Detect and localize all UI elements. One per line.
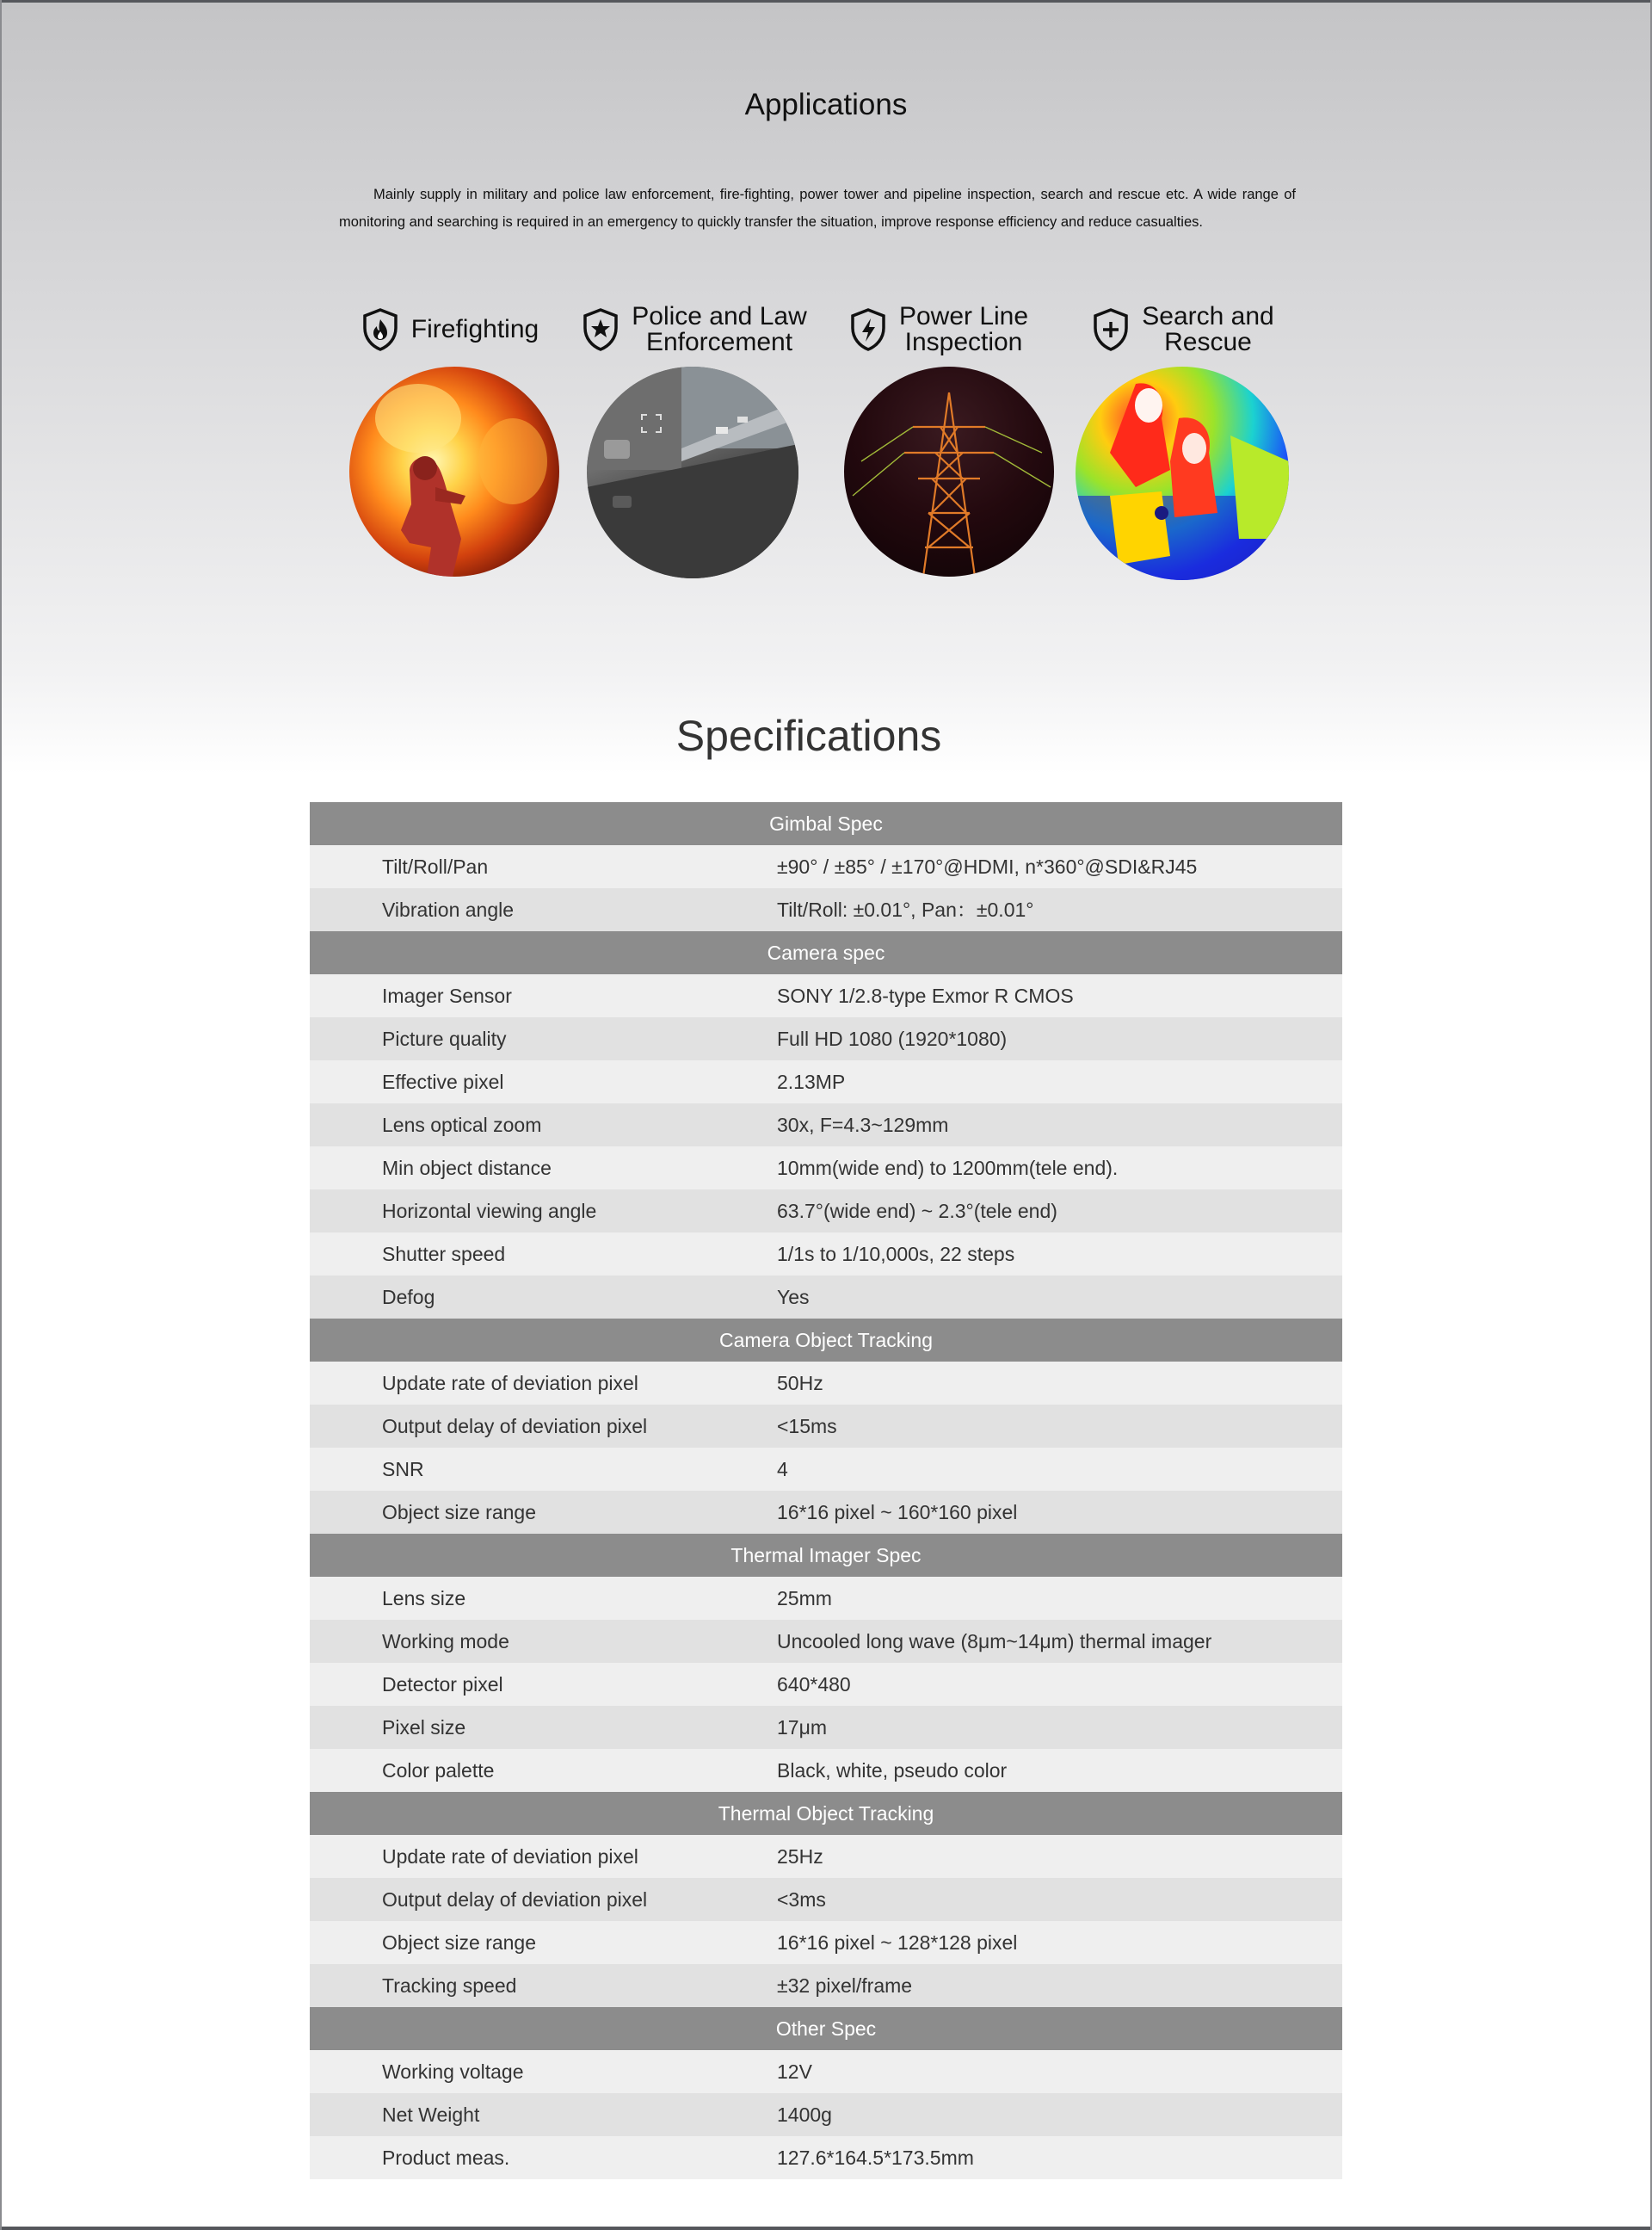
table-row xyxy=(310,1577,1342,1620)
spec-value: 640*480 xyxy=(777,1673,851,1696)
spec-key: Color palette xyxy=(382,1759,495,1782)
spec-value: Tilt/Roll: ±0.01°, Pan：±0.01° xyxy=(777,899,1034,921)
table-row xyxy=(310,974,1342,1017)
spec-key: Min object distance xyxy=(382,1157,552,1179)
table-row xyxy=(310,1362,1342,1405)
thermal-figures xyxy=(1076,367,1289,580)
spec-value: Uncooled long wave (8μm~14μm) thermal imager xyxy=(777,1630,1212,1652)
spec-value: ±32 pixel/frame xyxy=(777,1974,913,1997)
table-row xyxy=(310,1189,1342,1232)
table-row xyxy=(310,1405,1342,1448)
table-row xyxy=(310,1448,1342,1491)
spec-value: <3ms xyxy=(777,1888,826,1911)
table-row xyxy=(310,1706,1342,1749)
spec-key: Horizontal viewing angle xyxy=(382,1200,597,1222)
spec-value: 25mm xyxy=(777,1587,832,1609)
spec-key: Working voltage xyxy=(382,2060,524,2083)
application-label-line1: Police and Law xyxy=(632,302,807,330)
application-header xyxy=(334,300,566,360)
power-tower-drawing xyxy=(844,367,1054,577)
application-header xyxy=(823,300,1055,360)
spec-value: 30x, F=4.3~129mm xyxy=(777,1114,949,1136)
spec-key: Tracking speed xyxy=(382,1974,517,1997)
table-row xyxy=(310,1232,1342,1276)
spec-value: 1400g xyxy=(777,2103,832,2126)
spec-value: SONY 1/2.8-type Exmor R CMOS xyxy=(777,985,1074,1007)
spec-value: 1/1s to 1/10,000s, 22 steps xyxy=(777,1243,1015,1265)
application-label-line2: Inspection xyxy=(904,328,1023,356)
table-row xyxy=(310,1878,1342,1921)
spec-value: Full HD 1080 (1920*1080) xyxy=(777,1028,1008,1050)
table-row xyxy=(310,888,1342,931)
firefighter-silhouette xyxy=(349,367,559,577)
spec-key: SNR xyxy=(382,1458,424,1480)
spec-value: 16*16 pixel ~ 160*160 pixel xyxy=(777,1501,1018,1523)
search-rescue-photo xyxy=(1076,367,1289,580)
applications-description: Mainly supply in military and police law enforcement, fire-fighting, power tower and pipeline inspection, search and rescue etc. A wide range of monitoring and searching is required in an emergency to quickly transfer the situation, improve response efficiency and reduce casualties. xyxy=(339,187,1296,230)
application-label xyxy=(411,317,539,343)
power-line-photo xyxy=(844,367,1054,577)
page-frame-top xyxy=(0,0,1652,3)
spec-key: Imager Sensor xyxy=(382,985,512,1007)
application-label-line2: Enforcement xyxy=(645,328,793,356)
surveillance-scene xyxy=(587,367,798,578)
application-label-line1: Power Line xyxy=(898,302,1029,330)
application-label-line1: Search and xyxy=(1142,302,1274,330)
spec-value: 10mm(wide end) to 1200mm(tele end). xyxy=(777,1157,1119,1179)
table-row xyxy=(310,1620,1342,1663)
spec-key: Lens optical zoom xyxy=(382,1114,542,1136)
table-row xyxy=(310,2050,1342,2093)
application-label xyxy=(632,304,806,355)
table-row xyxy=(310,1491,1342,1534)
spec-key: Shutter speed xyxy=(382,1243,506,1265)
application-label xyxy=(1142,304,1273,355)
police-photo xyxy=(587,367,798,578)
spec-key: Vibration angle xyxy=(382,899,515,921)
application-header xyxy=(578,300,811,360)
spec-key: Update rate of deviation pixel xyxy=(382,1845,638,1868)
application-card-police xyxy=(578,300,811,584)
star-shield-icon xyxy=(582,307,620,352)
section-header: Other Spec xyxy=(310,2007,1342,2050)
application-label-line2: Rescue xyxy=(1164,328,1252,356)
page-frame-left xyxy=(0,0,2,2230)
application-label-line1: Firefighting xyxy=(410,315,539,343)
spec-value: 127.6*164.5*173.5mm xyxy=(777,2147,974,2169)
spec-key: Defog xyxy=(382,1286,435,1308)
application-header xyxy=(1067,300,1299,360)
spec-value: 25Hz xyxy=(777,1845,823,1868)
spec-key: Working mode xyxy=(382,1630,509,1652)
application-label xyxy=(899,304,1028,355)
spec-value: 4 xyxy=(777,1458,788,1480)
table-row xyxy=(310,1146,1342,1189)
applications-title: Applications xyxy=(744,88,908,121)
section-header: Thermal Imager Spec xyxy=(310,1534,1342,1577)
spec-value: 50Hz xyxy=(777,1372,823,1394)
spec-key: Update rate of deviation pixel xyxy=(382,1372,638,1394)
cross-shield-icon xyxy=(1092,307,1130,352)
application-card-firefighting xyxy=(334,300,566,584)
table-row xyxy=(310,1663,1342,1706)
fire-shield-icon xyxy=(361,307,399,352)
table-row xyxy=(310,1103,1342,1146)
spec-value: ±90° / ±85° / ±170°@HDMI, n*360°@SDI&RJ45 xyxy=(777,856,1198,878)
spec-key: Detector pixel xyxy=(382,1673,503,1696)
spec-value: 17μm xyxy=(777,1716,827,1739)
spec-value: 63.7°(wide end) ~ 2.3°(tele end) xyxy=(777,1200,1057,1222)
specifications-table xyxy=(310,802,1342,2179)
page-frame-bottom xyxy=(0,2227,1652,2230)
section-header: Thermal Object Tracking xyxy=(310,1792,1342,1835)
spec-key: Output delay of deviation pixel xyxy=(382,1415,648,1437)
spec-key: Effective pixel xyxy=(382,1071,504,1093)
section-header: Camera Object Tracking xyxy=(310,1319,1342,1362)
spec-key: Object size range xyxy=(382,1501,536,1523)
spec-key: Tilt/Roll/Pan xyxy=(382,856,489,878)
spec-value: 16*16 pixel ~ 128*128 pixel xyxy=(777,1931,1018,1954)
spec-key: Net Weight xyxy=(382,2103,480,2126)
section-header: Gimbal Spec xyxy=(310,802,1342,845)
spec-key: Lens size xyxy=(382,1587,466,1609)
table-row xyxy=(310,1060,1342,1103)
application-card-power-line xyxy=(823,300,1055,584)
spec-key: Picture quality xyxy=(382,1028,507,1050)
table-row xyxy=(310,2093,1342,2136)
firefighting-photo xyxy=(349,367,559,577)
table-row xyxy=(310,1017,1342,1060)
table-row xyxy=(310,1964,1342,2007)
spec-value: Black, white, pseudo color xyxy=(777,1759,1008,1782)
spec-key: Pixel size xyxy=(382,1716,466,1739)
spec-key: Product meas. xyxy=(382,2147,510,2169)
table-row xyxy=(310,2136,1342,2179)
table-row xyxy=(310,1921,1342,1964)
spec-value: 2.13MP xyxy=(777,1071,846,1093)
table-row xyxy=(310,1749,1342,1792)
spec-key: Output delay of deviation pixel xyxy=(382,1888,648,1911)
spec-value: <15ms xyxy=(777,1415,837,1437)
table-row xyxy=(310,1835,1342,1878)
section-header: Camera spec xyxy=(310,931,1342,974)
table-row xyxy=(310,1276,1342,1319)
application-card-search-rescue xyxy=(1067,300,1299,584)
table-row xyxy=(310,845,1342,888)
spec-key: Object size range xyxy=(382,1931,536,1954)
spec-value: 12V xyxy=(777,2060,812,2083)
lightning-shield-icon xyxy=(849,307,887,352)
specifications-title: Specifications xyxy=(675,712,942,760)
spec-value: Yes xyxy=(777,1286,810,1308)
